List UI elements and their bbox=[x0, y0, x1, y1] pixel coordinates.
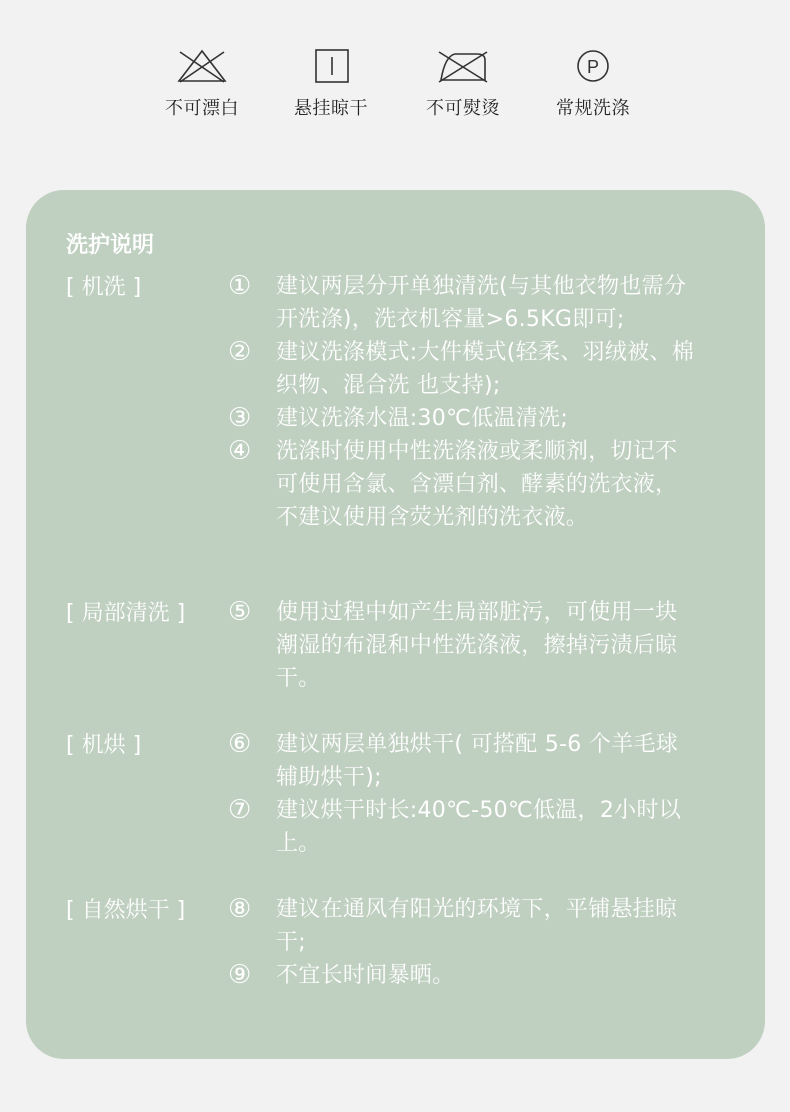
section-label: [ 局部清洗 ] bbox=[66, 601, 186, 626]
item-number: ⑧ bbox=[228, 894, 252, 924]
item-text: 建议烘干时长:40℃-50℃低温，2小时以上。 bbox=[276, 798, 682, 856]
care-item-no-iron bbox=[408, 48, 518, 120]
item-text: 洗涤时使用中性洗涤液或柔顺剂，切记不可使用含氯、含漂白剂、酵素的洗衣液，不建议使用含荧光剂的洗衣液。 bbox=[276, 439, 678, 530]
care-item-no-bleach bbox=[147, 48, 257, 120]
no-iron-icon bbox=[437, 48, 489, 84]
item-number: ⑥ bbox=[228, 729, 252, 759]
item-text: 使用过程中如产生局部脏污，可使用一块潮湿的布混和中性洗涤液，擦掉污渍后晾干。 bbox=[276, 600, 678, 691]
care-icons-row bbox=[0, 48, 790, 128]
care-label: 悬挂晾干 bbox=[294, 98, 368, 119]
hang-dry-icon bbox=[305, 48, 357, 84]
care-item-hang-dry bbox=[276, 48, 386, 120]
item-text: 建议洗涤水温:30℃低温清洗; bbox=[276, 406, 569, 431]
dry-clean-p-icon bbox=[567, 48, 619, 84]
item-number: ⑨ bbox=[228, 960, 252, 990]
item-number: ③ bbox=[228, 403, 252, 433]
item-number: ② bbox=[228, 337, 252, 367]
item-number: ⑤ bbox=[228, 597, 252, 627]
care-item-dry-clean bbox=[538, 48, 648, 120]
item-text: 建议洗涤模式:大件模式(轻柔、羽绒被、棉织物、混合洗 也支持); bbox=[276, 340, 694, 398]
item-text: 建议两层单独烘干( 可搭配 5-6 个羊毛球辅助烘干); bbox=[276, 732, 679, 790]
dry-clean-letter: P bbox=[586, 57, 600, 77]
section-label: [ 机烘 ] bbox=[66, 733, 142, 758]
panel-title: 洗护说明 bbox=[66, 233, 155, 258]
item-number: ① bbox=[228, 271, 252, 301]
item-text: 建议两层分开单独清洗(与其他衣物也需分开洗涤)，洗衣机容量>6.5KG即可; bbox=[276, 274, 687, 332]
item-text: 建议在通风有阳光的环境下，平铺悬挂晾干; bbox=[276, 897, 678, 955]
care-label: 常规洗涤 bbox=[556, 98, 630, 119]
item-number: ④ bbox=[228, 436, 252, 466]
item-number: ⑦ bbox=[228, 795, 252, 825]
section-label: [ 机洗 ] bbox=[66, 275, 142, 300]
no-bleach-icon bbox=[176, 48, 228, 84]
care-label: 不可熨烫 bbox=[426, 98, 500, 119]
section-label: [ 自然烘干 ] bbox=[66, 898, 186, 923]
care-label: 不可漂白 bbox=[165, 98, 239, 119]
item-text: 不宜长时间暴晒。 bbox=[276, 963, 455, 988]
care-instructions-panel bbox=[26, 190, 765, 1059]
